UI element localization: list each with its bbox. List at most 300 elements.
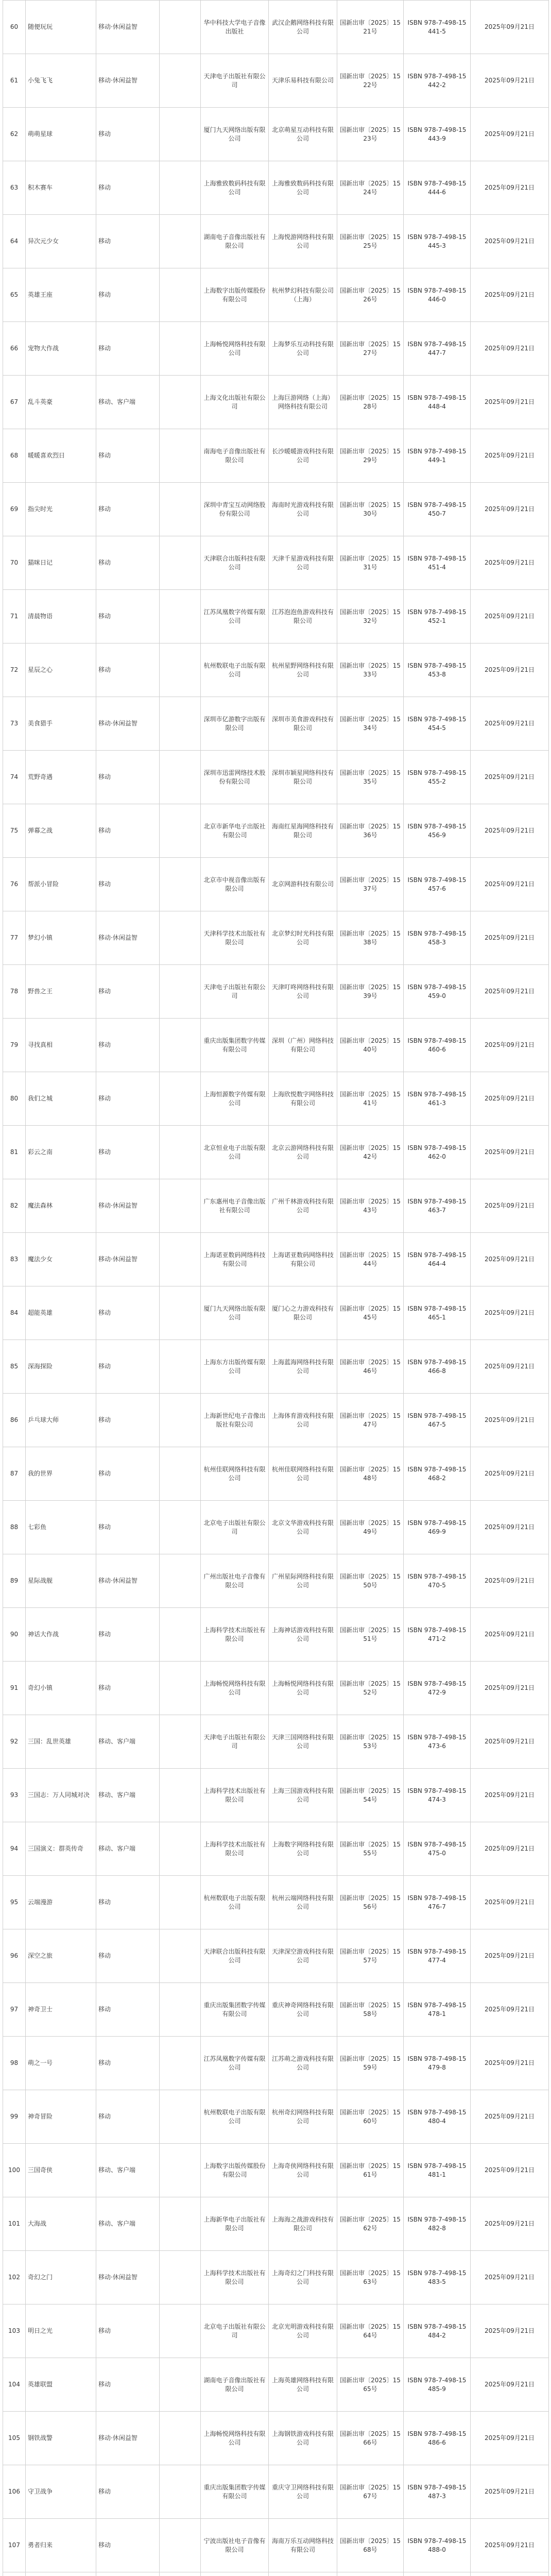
isbn-cell: ISBN 978-7-498-15449-1 <box>404 429 471 483</box>
date-cell: 2025年09月21日 <box>471 2251 549 2304</box>
isbn-cell: ISBN 978-7-498-15472-9 <box>404 1662 471 1715</box>
publisher-cell: 深圳中青宝互动网络股份有限公司 <box>201 483 269 536</box>
approval-number-cell: 国新出审〔2025〕1566号 <box>337 2412 404 2465</box>
platform-cell <box>160 1019 201 1072</box>
table-row <box>3 2358 549 2412</box>
category-cell: 移动 <box>96 1662 160 1715</box>
table-row <box>3 1394 549 1447</box>
table-row <box>3 1126 549 1179</box>
category-cell: 移动 <box>96 1929 160 1983</box>
isbn-cell: ISBN 978-7-498-15447-7 <box>404 322 471 376</box>
table-row <box>3 1019 549 1072</box>
game-name-cell: 随便玩玩 <box>26 1 96 54</box>
operator-cell: 海南万乐互动网络科技有限公司 <box>269 2519 337 2572</box>
operator-cell: 杭州云端网络科技有限公司 <box>269 1876 337 1929</box>
date-cell: 2025年09月21日 <box>471 2465 549 2519</box>
table-row <box>3 1929 549 1983</box>
table-row <box>3 1340 549 1394</box>
table-row <box>3 1286 549 1340</box>
category-cell <box>96 2572 160 2576</box>
category-cell: 移动 <box>96 1286 160 1340</box>
platform-cell <box>160 1608 201 1662</box>
approval-number-cell: 国新出审〔2025〕1538号 <box>337 911 404 965</box>
date-cell: 2025年09月21日 <box>471 911 549 965</box>
platform-cell <box>160 2144 201 2197</box>
row-number-cell: 103 <box>3 2304 26 2358</box>
approval-number-cell: 国新出审〔2025〕1523号 <box>337 108 404 161</box>
operator-cell: 上海钢铁游戏科技有限公司 <box>269 2412 337 2465</box>
game-name-cell: 星辰之心 <box>26 643 96 697</box>
platform-cell <box>160 1 201 54</box>
row-number-cell: 60 <box>3 1 26 54</box>
date-cell: 2025年09月21日 <box>471 1876 549 1929</box>
publisher-cell: 天津电子出版社有限公司 <box>201 1715 269 1769</box>
publisher-cell: 广州出版社电子音像有限公司 <box>201 1554 269 1608</box>
publisher-cell <box>201 2572 269 2576</box>
row-number-cell: 64 <box>3 215 26 268</box>
platform-cell <box>160 2037 201 2090</box>
approval-number-cell: 国新出审〔2025〕1564号 <box>337 2304 404 2358</box>
platform-cell <box>160 911 201 965</box>
operator-cell: 上海蓝海网络科技有限公司 <box>269 1340 337 1394</box>
approval-number-cell: 国新出审〔2025〕1533号 <box>337 643 404 697</box>
publisher-cell: 上海数字出版传媒股份有限公司 <box>201 2144 269 2197</box>
approval-number-cell: 国新出审〔2025〕1531号 <box>337 536 404 590</box>
platform-cell <box>160 1233 201 1286</box>
publisher-cell: 湖南电子音像出版社有限公司 <box>201 215 269 268</box>
category-cell: 移动 <box>96 858 160 911</box>
category-cell: 移动、客户端 <box>96 1715 160 1769</box>
operator-cell: 上海畅悦网络科技有限公司 <box>269 1662 337 1715</box>
operator-cell: 海南红星海网络科技有限公司 <box>269 804 337 858</box>
publisher-cell: 厦门九天网络出版有限公司 <box>201 108 269 161</box>
publisher-cell: 湖南电子音像出版社有限公司 <box>201 2358 269 2412</box>
platform-cell <box>160 2572 201 2576</box>
approval-number-cell: 国新出审〔2025〕1534号 <box>337 697 404 751</box>
date-cell: 2025年09月21日 <box>471 2304 549 2358</box>
game-name-cell: 宠物大作战 <box>26 322 96 376</box>
operator-cell: 上海诺亚数码网络科技有限公司 <box>269 1233 337 1286</box>
publisher-cell: 北京电子出版社有限公司 <box>201 2304 269 2358</box>
platform-cell <box>160 2090 201 2144</box>
platform-cell <box>160 1394 201 1447</box>
isbn-cell: ISBN 978-7-498-15456-9 <box>404 804 471 858</box>
date-cell: 2025年09月21日 <box>471 1286 549 1340</box>
game-name-cell: 魔法森林 <box>26 1179 96 1233</box>
operator-cell: 上海三国游戏科技有限公司 <box>269 1769 337 1822</box>
isbn-cell: ISBN 978-7-498-15467-5 <box>404 1394 471 1447</box>
publisher-cell: 深圳市迅雷网络技术股份有限公司 <box>201 751 269 804</box>
row-number-cell: 88 <box>3 1501 26 1554</box>
category-cell: 移动 <box>96 804 160 858</box>
approval-number-cell: 国新出审〔2025〕1535号 <box>337 751 404 804</box>
row-number-cell: 78 <box>3 965 26 1019</box>
row-number-cell: 71 <box>3 590 26 643</box>
table-body <box>3 1 549 2576</box>
isbn-cell: ISBN 978-7-498-15458-3 <box>404 911 471 965</box>
game-name-cell: 奇幻之门 <box>26 2251 96 2304</box>
row-number-cell: 69 <box>3 483 26 536</box>
publisher-cell: 上海雅致数码科技有限公司 <box>201 161 269 215</box>
approval-number-cell: 国新出审〔2025〕1557号 <box>337 1929 404 1983</box>
publisher-cell: 江苏凤凰数字传媒有限公司 <box>201 2037 269 2090</box>
isbn-cell: ISBN 978-7-498-15474-3 <box>404 1769 471 1822</box>
row-number-cell: 105 <box>3 2412 26 2465</box>
row-number-cell: 67 <box>3 376 26 429</box>
platform-cell <box>160 2519 201 2572</box>
isbn-cell: ISBN 978-7-498-15457-6 <box>404 858 471 911</box>
approval-number-cell: 国新出审〔2025〕1562号 <box>337 2197 404 2251</box>
publisher-cell: 上海新华电子出版社有限公司 <box>201 2197 269 2251</box>
row-number-cell: 92 <box>3 1715 26 1769</box>
category-cell: 移动、客户端 <box>96 1769 160 1822</box>
isbn-cell: ISBN 978-7-498-15454-5 <box>404 697 471 751</box>
platform-cell <box>160 697 201 751</box>
category-cell: 移动 <box>96 536 160 590</box>
operator-cell: 上海英雄网络科技有限公司 <box>269 2358 337 2412</box>
row-number-cell: 106 <box>3 2465 26 2519</box>
table-row <box>3 1501 549 1554</box>
table-row <box>3 2251 549 2304</box>
platform-cell <box>160 2412 201 2465</box>
operator-cell: 天津深空游戏科技有限公司 <box>269 1929 337 1983</box>
publisher-cell: 天津联合出版科技有限公司 <box>201 1929 269 1983</box>
game-name-cell <box>26 2572 96 2576</box>
category-cell: 移动 <box>96 2519 160 2572</box>
platform-cell <box>160 2304 201 2358</box>
date-cell: 2025年09月21日 <box>471 965 549 1019</box>
approval-number-cell <box>337 2572 404 2576</box>
table-row <box>3 1769 549 1822</box>
table-row <box>3 2465 549 2519</box>
approval-number-cell: 国新出审〔2025〕1543号 <box>337 1179 404 1233</box>
game-name-cell: 积木赛车 <box>26 161 96 215</box>
category-cell: 移动、客户端 <box>96 2144 160 2197</box>
platform-cell <box>160 536 201 590</box>
publisher-cell: 江苏凤凰数字传媒有限公司 <box>201 590 269 643</box>
row-number-cell: 99 <box>3 2090 26 2144</box>
game-name-cell: 萌之一号 <box>26 2037 96 2090</box>
platform-cell <box>160 1822 201 1876</box>
table-row <box>3 161 549 215</box>
table-row <box>3 1715 549 1769</box>
platform-cell <box>160 804 201 858</box>
isbn-cell: ISBN 978-7-498-15478-1 <box>404 1983 471 2037</box>
platform-cell <box>160 1447 201 1501</box>
date-cell: 2025年09月21日 <box>471 1608 549 1662</box>
approval-number-cell: 国新出审〔2025〕1549号 <box>337 1501 404 1554</box>
platform-cell <box>160 2465 201 2519</box>
isbn-cell: ISBN 978-7-498-15452-1 <box>404 590 471 643</box>
game-name-cell: 魔法少女 <box>26 1233 96 1286</box>
table-row <box>3 751 549 804</box>
approval-number-cell: 国新出审〔2025〕1558号 <box>337 1983 404 2037</box>
isbn-cell: ISBN 978-7-498-15469-9 <box>404 1501 471 1554</box>
date-cell: 2025年09月21日 <box>471 2358 549 2412</box>
isbn-cell: ISBN 978-7-498-15477-4 <box>404 1929 471 1983</box>
category-cell: 移动 <box>96 1394 160 1447</box>
table-row <box>3 376 549 429</box>
game-name-cell: 守卫战争 <box>26 2465 96 2519</box>
approval-number-cell: 国新出审〔2025〕1522号 <box>337 54 404 108</box>
publisher-cell: 上海畅悦网络科技有限公司 <box>201 1662 269 1715</box>
publisher-cell: 重庆出版集团数字传媒有限公司 <box>201 1019 269 1072</box>
publisher-cell: 北京市新华电子出版社有限公司 <box>201 804 269 858</box>
platform-cell <box>160 2251 201 2304</box>
game-name-cell: 星际战舰 <box>26 1554 96 1608</box>
operator-cell: 天津乐易科技有限公司 <box>269 54 337 108</box>
category-cell: 移动 <box>96 2090 160 2144</box>
approval-number-cell: 国新出审〔2025〕1568号 <box>337 2519 404 2572</box>
date-cell: 2025年09月21日 <box>471 1019 549 1072</box>
game-name-cell: 我的世界 <box>26 1447 96 1501</box>
platform-cell <box>160 1554 201 1608</box>
table-row <box>3 2412 549 2465</box>
game-name-cell: 指尖时光 <box>26 483 96 536</box>
platform-cell <box>160 376 201 429</box>
isbn-cell: ISBN 978-7-498-15468-2 <box>404 1447 471 1501</box>
platform-cell <box>160 1983 201 2037</box>
game-name-cell: 弹幕之战 <box>26 804 96 858</box>
publisher-cell: 上海恒源数字传媒有限公司 <box>201 1072 269 1126</box>
publisher-cell: 上海文化出版社有限公司 <box>201 376 269 429</box>
approval-table <box>3 0 549 2576</box>
platform-cell <box>160 54 201 108</box>
date-cell: 2025年09月21日 <box>471 161 549 215</box>
row-number-cell: 102 <box>3 2251 26 2304</box>
date-cell: 2025年09月21日 <box>471 1233 549 1286</box>
date-cell: 2025年09月21日 <box>471 2412 549 2465</box>
row-number-cell: 68 <box>3 429 26 483</box>
game-name-cell: 乒乓球大师 <box>26 1394 96 1447</box>
row-number-cell: 93 <box>3 1769 26 1822</box>
operator-cell: 上海悦游网络科技有限公司 <box>269 215 337 268</box>
table-row <box>3 697 549 751</box>
game-name-cell: 小兔飞飞 <box>26 54 96 108</box>
category-cell: 移动·休闲益智 <box>96 2251 160 2304</box>
approval-number-cell: 国新出审〔2025〕1539号 <box>337 965 404 1019</box>
date-cell: 2025年09月21日 <box>471 1447 549 1501</box>
date-cell: 2025年09月21日 <box>471 1554 549 1608</box>
approval-number-cell: 国新出审〔2025〕1551号 <box>337 1608 404 1662</box>
date-cell: 2025年09月21日 <box>471 429 549 483</box>
approval-number-cell: 国新出审〔2025〕1540号 <box>337 1019 404 1072</box>
publisher-cell: 南海电子音像出版社有限公司 <box>201 429 269 483</box>
row-number-cell: 85 <box>3 1340 26 1394</box>
approval-number-cell: 国新出审〔2025〕1565号 <box>337 2358 404 2412</box>
date-cell: 2025年09月21日 <box>471 376 549 429</box>
game-name-cell: 三国志：万人同城对决 <box>26 1769 96 1822</box>
isbn-cell: ISBN 978-7-498-15446-0 <box>404 268 471 322</box>
date-cell: 2025年09月21日 <box>471 54 549 108</box>
game-name-cell: 神奇冒险 <box>26 2090 96 2144</box>
approval-number-cell: 国新出审〔2025〕1530号 <box>337 483 404 536</box>
category-cell: 移动 <box>96 108 160 161</box>
row-number-cell <box>3 2572 26 2576</box>
table-row <box>3 1 549 54</box>
publisher-cell: 上海数字出版传媒股份有限公司 <box>201 268 269 322</box>
category-cell: 移动 <box>96 215 160 268</box>
row-number-cell: 101 <box>3 2197 26 2251</box>
approval-number-cell: 国新出审〔2025〕1544号 <box>337 1233 404 1286</box>
game-name-cell: 暖暖喜欢烈日 <box>26 429 96 483</box>
category-cell: 移动 <box>96 1019 160 1072</box>
isbn-cell: ISBN 978-7-498-15487-3 <box>404 2465 471 2519</box>
isbn-cell: ISBN 978-7-498-15461-3 <box>404 1072 471 1126</box>
row-number-cell: 87 <box>3 1447 26 1501</box>
operator-cell: 天津三国网络科技有限公司 <box>269 1715 337 1769</box>
date-cell: 2025年09月21日 <box>471 590 549 643</box>
operator-cell: 天津千星游戏科技有限公司 <box>269 536 337 590</box>
platform-cell <box>160 483 201 536</box>
operator-cell: 上海奇幻之门科技有限公司 <box>269 2251 337 2304</box>
platform-cell <box>160 1876 201 1929</box>
publisher-cell: 华中科技大学电子音像出版社 <box>201 1 269 54</box>
table-row <box>3 1233 549 1286</box>
table-row <box>3 643 549 697</box>
game-name-cell: 荒野奇遇 <box>26 751 96 804</box>
platform-cell <box>160 1662 201 1715</box>
game-name-cell: 我们之城 <box>26 1072 96 1126</box>
isbn-cell: ISBN 978-7-498-15466-8 <box>404 1340 471 1394</box>
platform-cell <box>160 858 201 911</box>
table-row <box>3 965 549 1019</box>
approval-number-cell: 国新出审〔2025〕1559号 <box>337 2037 404 2090</box>
category-cell: 移动·休闲益智 <box>96 1179 160 1233</box>
platform-cell <box>160 1340 201 1394</box>
operator-cell: 江苏萌之游戏科技有限公司 <box>269 2037 337 2090</box>
approval-number-cell: 国新出审〔2025〕1561号 <box>337 2144 404 2197</box>
game-name-cell: 七彩鱼 <box>26 1501 96 1554</box>
row-number-cell: 86 <box>3 1394 26 1447</box>
platform-cell <box>160 108 201 161</box>
operator-cell: 北京梦幻时光科技有限公司 <box>269 911 337 965</box>
isbn-cell: ISBN 978-7-498-15442-2 <box>404 54 471 108</box>
publisher-cell: 上海诺亚数码网络科技有限公司 <box>201 1233 269 1286</box>
approval-number-cell: 国新出审〔2025〕1536号 <box>337 804 404 858</box>
publisher-cell: 厦门九天网络出版有限公司 <box>201 1286 269 1340</box>
row-number-cell: 100 <box>3 2144 26 2197</box>
game-name-cell: 大海战 <box>26 2197 96 2251</box>
operator-cell: 深圳市美食游戏科技有限公司 <box>269 697 337 751</box>
publisher-cell: 杭州数联电子出版有限公司 <box>201 1876 269 1929</box>
approval-number-cell: 国新出审〔2025〕1541号 <box>337 1072 404 1126</box>
table-row <box>3 215 549 268</box>
approval-number-cell: 国新出审〔2025〕1521号 <box>337 1 404 54</box>
row-number-cell: 73 <box>3 697 26 751</box>
row-number-cell: 83 <box>3 1233 26 1286</box>
isbn-cell: ISBN 978-7-498-15444-6 <box>404 161 471 215</box>
category-cell: 移动 <box>96 965 160 1019</box>
isbn-cell: ISBN 978-7-498-15473-6 <box>404 1715 471 1769</box>
row-number-cell: 97 <box>3 1983 26 2037</box>
isbn-cell: ISBN 978-7-498-15448-4 <box>404 376 471 429</box>
operator-cell: 北京萌星互动科技有限公司 <box>269 108 337 161</box>
isbn-cell: ISBN 978-7-498-15470-5 <box>404 1554 471 1608</box>
platform-cell <box>160 2358 201 2412</box>
operator-cell: 上海奇侠网络科技有限公司 <box>269 2144 337 2197</box>
table-row <box>3 429 549 483</box>
category-cell: 移动·休闲益智 <box>96 54 160 108</box>
game-name-cell: 寻找真相 <box>26 1019 96 1072</box>
category-cell: 移动 <box>96 2304 160 2358</box>
platform-cell <box>160 1286 201 1340</box>
approval-number-cell: 国新出审〔2025〕1553号 <box>337 1715 404 1769</box>
date-cell: 2025年09月21日 <box>471 108 549 161</box>
category-cell: 移动 <box>96 483 160 536</box>
date-cell: 2025年09月21日 <box>471 697 549 751</box>
row-number-cell: 72 <box>3 643 26 697</box>
row-number-cell: 74 <box>3 751 26 804</box>
game-name-cell: 异次元少女 <box>26 215 96 268</box>
date-cell: 2025年09月21日 <box>471 2037 549 2090</box>
row-number-cell: 98 <box>3 2037 26 2090</box>
date-cell: 2025年09月21日 <box>471 804 549 858</box>
date-cell: 2025年09月21日 <box>471 2144 549 2197</box>
approval-number-cell: 国新出审〔2025〕1525号 <box>337 215 404 268</box>
date-cell: 2025年09月21日 <box>471 1983 549 2037</box>
game-name-cell: 奇幻小镇 <box>26 1662 96 1715</box>
platform-cell <box>160 643 201 697</box>
category-cell: 移动 <box>96 2037 160 2090</box>
game-name-cell: 神话大作战 <box>26 1608 96 1662</box>
isbn-cell: ISBN 978-7-498-15485-9 <box>404 2358 471 2412</box>
isbn-cell: ISBN 978-7-498-15445-3 <box>404 215 471 268</box>
category-cell: 移动 <box>96 1608 160 1662</box>
operator-cell: 杭州梦幻科技有限公司（上海） <box>269 268 337 322</box>
platform-cell <box>160 1126 201 1179</box>
operator-cell: 上海海之战游戏科技有限公司 <box>269 2197 337 2251</box>
game-name-cell: 野兽之王 <box>26 965 96 1019</box>
publisher-cell: 广东惠州电子音像出版社有限公司 <box>201 1179 269 1233</box>
approval-number-cell: 国新出审〔2025〕1560号 <box>337 2090 404 2144</box>
category-cell: 移动·休闲益智 <box>96 1554 160 1608</box>
date-cell: 2025年09月21日 <box>471 1662 549 1715</box>
table-row <box>3 1554 549 1608</box>
row-number-cell: 77 <box>3 911 26 965</box>
game-name-cell: 美食猎手 <box>26 697 96 751</box>
game-name-cell: 乱斗英豪 <box>26 376 96 429</box>
row-number-cell: 66 <box>3 322 26 376</box>
platform-cell <box>160 1072 201 1126</box>
category-cell: 移动·休闲益智 <box>96 1 160 54</box>
platform-cell <box>160 751 201 804</box>
operator-cell: 广州星际网络科技有限公司 <box>269 1554 337 1608</box>
table-row <box>3 536 549 590</box>
category-cell: 移动、客户端 <box>96 1822 160 1876</box>
row-number-cell: 91 <box>3 1662 26 1715</box>
isbn-cell: ISBN 978-7-498-15463-7 <box>404 1179 471 1233</box>
publisher-cell: 北京恒业电子出版有限公司 <box>201 1126 269 1179</box>
category-cell: 移动 <box>96 2358 160 2412</box>
date-cell: 2025年09月21日 <box>471 751 549 804</box>
table-row <box>3 1876 549 1929</box>
isbn-cell: ISBN 978-7-498-15486-6 <box>404 2412 471 2465</box>
platform-cell <box>160 322 201 376</box>
category-cell: 移动 <box>96 590 160 643</box>
table-row <box>3 2090 549 2144</box>
category-cell: 移动 <box>96 161 160 215</box>
operator-cell: 上海体育游戏科技有限公司 <box>269 1394 337 1447</box>
date-cell: 2025年09月21日 <box>471 1929 549 1983</box>
game-name-cell: 勇者归来 <box>26 2519 96 2572</box>
game-name-cell: 萌萌星球 <box>26 108 96 161</box>
operator-cell: 杭州奇幻网络科技有限公司 <box>269 2090 337 2144</box>
publisher-cell: 宁波出版社电子音像有限公司 <box>201 2519 269 2572</box>
category-cell: 移动·休闲益智 <box>96 911 160 965</box>
approval-number-cell: 国新出审〔2025〕1532号 <box>337 590 404 643</box>
date-cell: 2025年09月21日 <box>471 2197 549 2251</box>
